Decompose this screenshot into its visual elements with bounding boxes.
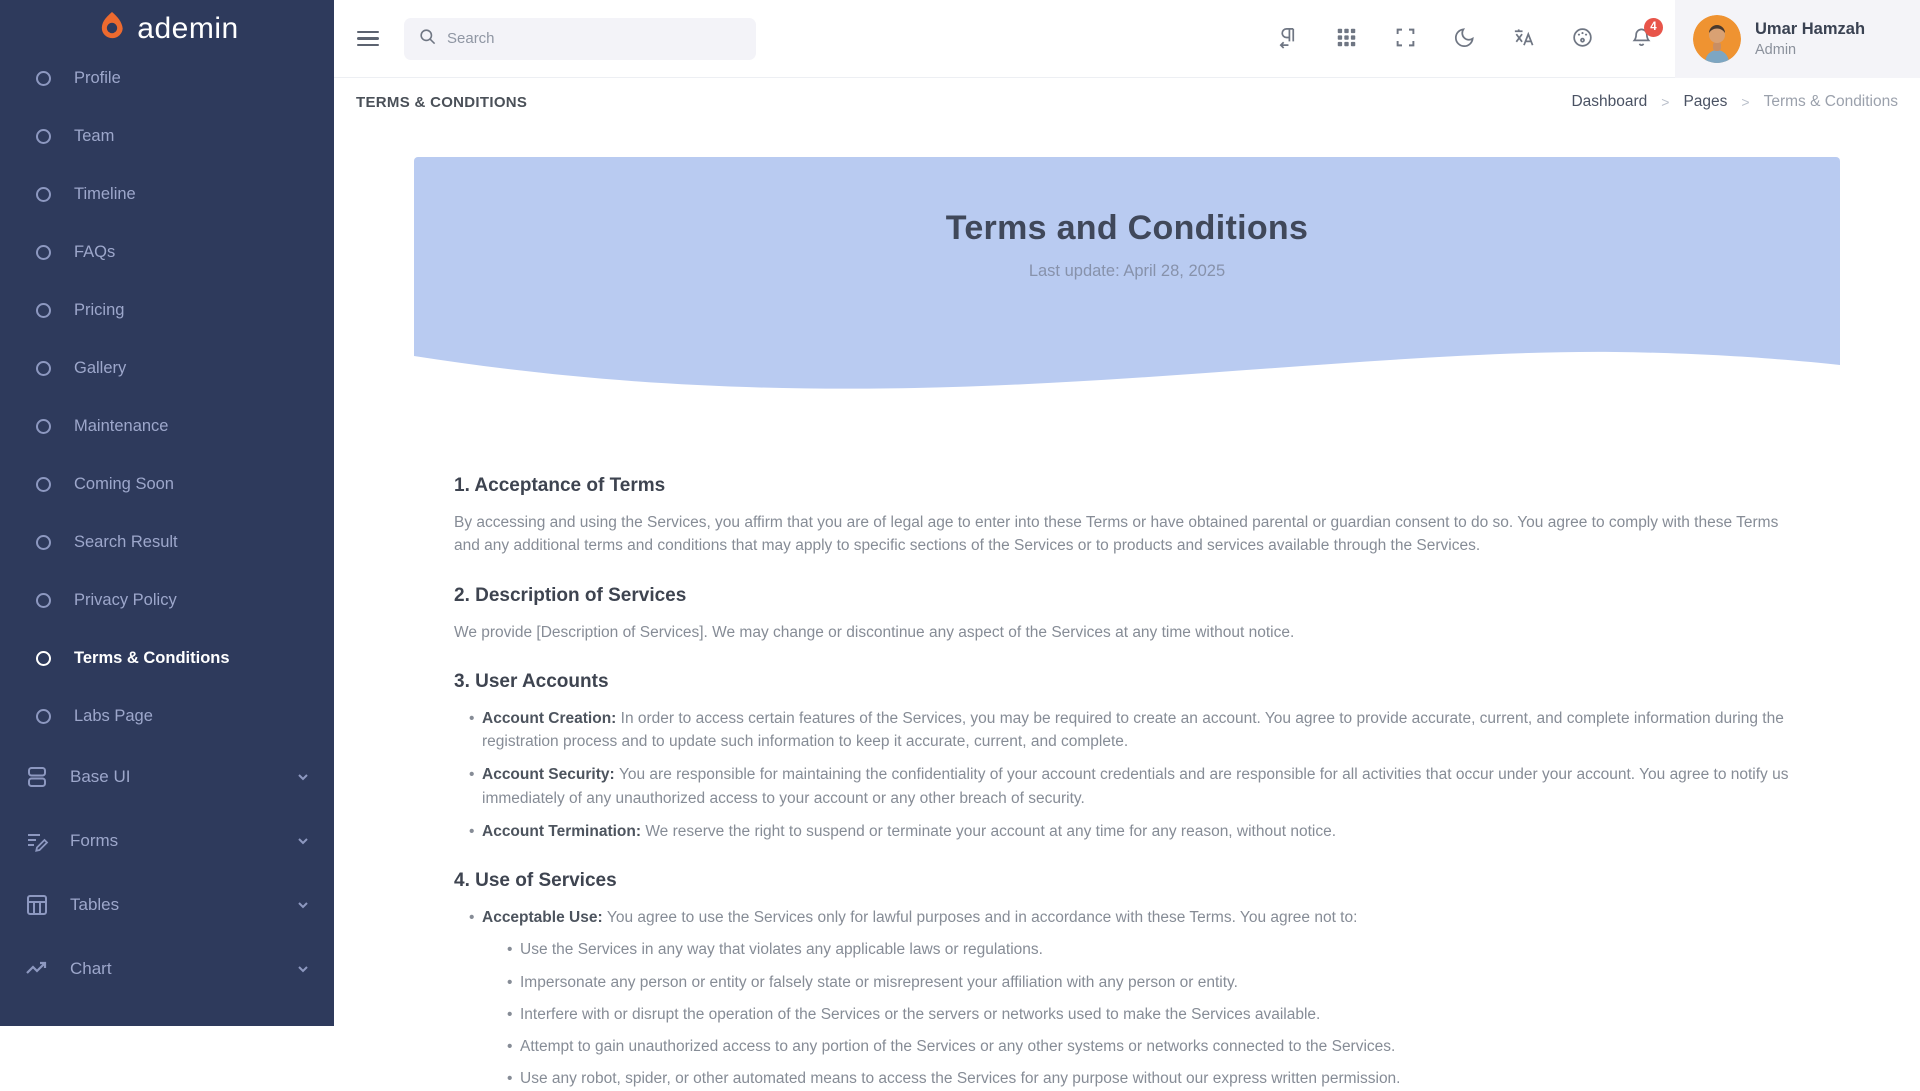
translate-icon [1512, 26, 1535, 52]
text-direction-button[interactable] [1275, 27, 1299, 51]
terms-document [414, 437, 1840, 1091]
topbar [334, 0, 1920, 78]
breadcrumb-bar [334, 78, 1920, 126]
bullet-term: Acceptable Use: [482, 909, 607, 926]
fullscreen-icon [1395, 27, 1416, 51]
sidebar-item-label: Maintenance [74, 416, 169, 435]
chart-line-icon [24, 956, 50, 982]
user-role: Admin [1755, 41, 1797, 58]
hamburger-icon [357, 31, 379, 34]
form-pencil-icon [24, 828, 50, 854]
sidebar-item-coming-soon[interactable] [0, 455, 334, 513]
sidebar-item-labs-page[interactable] [0, 687, 334, 745]
sidebar [0, 0, 334, 1026]
chevron-down-icon [296, 898, 310, 912]
chevron-down-icon [296, 962, 310, 976]
sidebar-item-search-result[interactable] [0, 513, 334, 571]
bullet-list [454, 707, 1800, 843]
fullscreen-button[interactable] [1393, 27, 1417, 51]
bullet-item: • Account Security: You are responsible for maintaining the confidentiality of your account credentials and are responsible for all activities that occur under your account. You agree to notify us immediately of any unauthorized access to your account or any other breach of security. [482, 763, 1800, 810]
user-name: Umar Hamzah [1755, 20, 1866, 39]
sidebar-item-label: Tables [70, 895, 120, 914]
breadcrumb [1571, 93, 1898, 111]
circle-bullet-icon [36, 245, 51, 260]
bullet-term: Account Security: [482, 766, 619, 784]
bullet-item: • Acceptable Use: You agree to use the Services only for lawful purposes and in accordance with these Terms. You agree not to: • Use the Services in any way that violates any applicable laws or regulations. • Impersonate any person or entity or falsely state or misrepresent your affiliation with any person or entity. • Interfere with or disrupt the operation of the Services or the servers or networks used to make the Services available. • Attempt to gain unauthorized access to any portion of the Services or any other systems or networks connected to the Services. • Use any robot, spider, or other automated means to access the Services for any purpose without our express written permission. [482, 906, 1800, 1091]
sidebar-item-team[interactable] [0, 107, 334, 165]
sidebar-item-gallery[interactable] [0, 339, 334, 397]
breadcrumb-link-pages[interactable]: Pages [1683, 93, 1728, 110]
main-area [334, 0, 1920, 1088]
brand-name: ademin [137, 11, 239, 45]
circle-bullet-icon [36, 129, 51, 144]
sidebar-item-profile[interactable] [0, 57, 334, 107]
notification-badge: 4 [1644, 18, 1663, 37]
section-heading: 2. Description of Services [454, 584, 687, 606]
sidebar-item-label: Profile [74, 68, 121, 87]
chevron-down-icon [296, 770, 310, 784]
sidebar-item-base-ui[interactable] [0, 745, 334, 809]
circle-bullet-icon [36, 651, 51, 666]
apps-grid-icon [1336, 27, 1357, 51]
table-icon [24, 892, 50, 918]
sidebar-item-maintenance[interactable] [0, 397, 334, 455]
user-info [1755, 19, 1865, 58]
circle-bullet-icon [36, 535, 51, 550]
breadcrumb-separator: > [1661, 94, 1670, 110]
sidebar-item-label: Privacy Policy [74, 590, 177, 609]
bullet-term: Account Creation: [482, 709, 621, 727]
section-heading: 3. User Accounts [454, 670, 609, 692]
chevron-down-icon [296, 834, 310, 848]
breadcrumb-current: Terms & Conditions [1763, 93, 1898, 110]
search-box[interactable] [404, 18, 756, 60]
theme-palette-icon [1571, 26, 1594, 52]
circle-bullet-icon [36, 187, 51, 202]
breadcrumb-separator: > [1741, 94, 1750, 110]
sidebar-item-label: Base UI [70, 767, 131, 786]
user-menu[interactable] [1675, 0, 1920, 78]
sidebar-item-label: Chart [70, 959, 112, 978]
sub-bullet-list [482, 938, 1800, 1090]
circle-bullet-icon [36, 71, 51, 86]
sidebar-menu [0, 57, 334, 1026]
sidebar-item-timeline[interactable] [0, 165, 334, 223]
section-paragraph: By accessing and using the Services, you affirm that you are of legal age to enter into these Terms or have obtained parental or guardian consent to do so. You agree to comply with these Terms and any additional terms and conditions that may apply to specific sections of the Services or to products and services available through the Services. [454, 514, 1779, 555]
sub-bullet-item: • Interfere with or disrupt the operation of the Services or the servers or networks used to make the Services available. [520, 1003, 1800, 1026]
apps-grid-button[interactable] [1334, 27, 1358, 51]
section-paragraph: We provide [Description of Services]. We may change or discontinue any aspect of the Services at any time without notice. [454, 623, 1295, 641]
search-input[interactable] [447, 30, 742, 47]
notifications-button[interactable] [1629, 21, 1657, 51]
sidebar-item-label: Coming Soon [74, 474, 174, 493]
theme-palette-button[interactable] [1570, 27, 1594, 51]
sidebar-item-label: Search Result [74, 532, 178, 551]
avatar [1693, 15, 1741, 63]
sidebar-item-label: Labs Page [74, 706, 153, 725]
sidebar-item-label: Timeline [74, 184, 136, 203]
sidebar-item-tables[interactable] [0, 873, 334, 937]
page-title: TERMS & CONDITIONS [356, 93, 528, 111]
circle-bullet-icon [36, 477, 51, 492]
circle-bullet-icon [36, 303, 51, 318]
topbar-icons [1275, 21, 1675, 51]
text-direction-icon [1276, 26, 1299, 52]
sidebar-item-label: Forms [70, 831, 119, 850]
sidebar-item-terms-conditions[interactable] [0, 629, 334, 687]
dark-mode-button[interactable] [1452, 27, 1476, 51]
bullet-item: • Account Creation: In order to access certain features of the Services, you may be required to create an account. You agree to provide accurate, current, and complete information during the registration process and to update such information to keep it accurate, current, and complete. [482, 707, 1800, 754]
circle-bullet-icon [36, 361, 51, 376]
terms-banner [414, 157, 1840, 437]
dark-mode-moon-icon [1453, 26, 1476, 52]
sidebar-item-label: Pricing [74, 300, 125, 319]
section-heading: 4. Use of Services [454, 870, 617, 891]
circle-bullet-icon [36, 709, 51, 724]
section-heading: 1. Acceptance of Terms [454, 475, 666, 496]
search-icon [418, 27, 437, 51]
sidebar-item-label: Gallery [74, 358, 127, 377]
sub-bullet-item: • Impersonate any person or entity or falsely state or misrepresent your affiliation with any person or entity. [520, 971, 1800, 994]
brand-flame-icon [95, 9, 129, 48]
circle-bullet-icon [36, 419, 51, 434]
circle-bullet-icon [36, 593, 51, 608]
wave-decoration [414, 346, 1840, 437]
sidebar-item-privacy-policy[interactable] [0, 571, 334, 629]
sidebar-toggle-button[interactable] [357, 26, 383, 52]
bullet-term: Account Termination: [482, 822, 646, 840]
sidebar-item-chart[interactable] [0, 937, 334, 1001]
bullet-item: • Account Termination: We reserve the right to suspend or terminate your account at any time for any reason, without notice. [482, 820, 1800, 843]
brand-logo[interactable] [0, 0, 334, 57]
layers-icon [24, 764, 50, 790]
sub-bullet-item: • Use any robot, spider, or other automated means to access the Services for any purpose without our express written permission. [520, 1067, 1800, 1090]
breadcrumb-link-dashboard[interactable]: Dashboard [1571, 93, 1648, 110]
bullet-list [454, 906, 1800, 1091]
banner-title: Terms and Conditions [945, 209, 1309, 247]
sidebar-item-pricing[interactable] [0, 281, 334, 339]
content [334, 126, 1920, 1091]
sidebar-item-forms[interactable] [0, 809, 334, 873]
sub-bullet-item: • Use the Services in any way that violates any applicable laws or regulations. [520, 938, 1800, 961]
sidebar-item-faqs[interactable] [0, 223, 334, 281]
sidebar-item-label: Team [74, 126, 115, 145]
sidebar-item-label: FAQs [74, 242, 116, 261]
translate-button[interactable] [1511, 27, 1535, 51]
banner-subtitle: Last update: April 28, 2025 [1028, 262, 1226, 280]
sidebar-item-label: Terms & Conditions [74, 648, 230, 667]
sub-bullet-item: • Attempt to gain unauthorized access to any portion of the Services or any other systems or networks connected to the Services. [520, 1035, 1800, 1058]
